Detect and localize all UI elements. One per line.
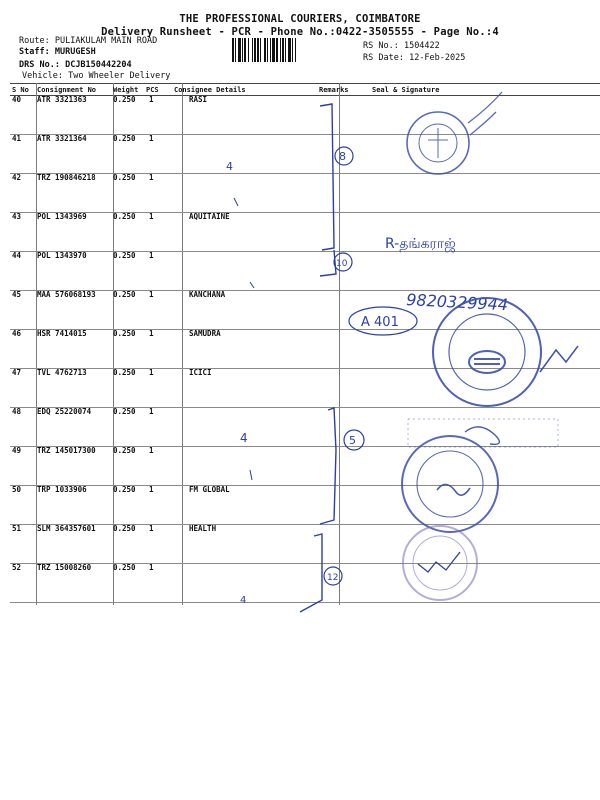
svg-text:8: 8 (339, 150, 346, 163)
row-consignee: RASI (189, 95, 208, 104)
drs-label: DRS No.: (19, 60, 60, 70)
row-consignment-no: MAA 576068193 (37, 290, 96, 299)
row-consignment-no: SLM 364357601 (37, 524, 96, 533)
row-sno: 46 (12, 329, 22, 338)
row-weight: 0.250 (113, 368, 136, 377)
row-weight: 0.250 (113, 563, 136, 572)
col-header-sno: S No (12, 86, 29, 94)
row-consignment-no: POL 1343970 (37, 251, 87, 260)
circled-number (334, 253, 352, 271)
row-pcs: 1 (149, 134, 154, 143)
row-sno: 45 (12, 290, 22, 299)
row-pcs: 1 (149, 95, 154, 104)
col-header-consignment: Consignment No (37, 86, 97, 94)
row-sno: 49 (12, 446, 22, 455)
rasi-seeds-stamp (407, 92, 502, 174)
row-consignee: KANCHANA (189, 290, 226, 299)
row-pcs: 1 (149, 485, 154, 494)
row-weight: 0.250 (113, 329, 136, 338)
row-consignment-no: HSR 7414015 (37, 329, 87, 338)
row-consignment-no: ATR 3321363 (37, 95, 87, 104)
drs-value: DCJB150442204 (65, 60, 132, 70)
row-consignment-no: TVL 4762713 (37, 368, 87, 377)
row-weight: 0.250 (113, 95, 136, 104)
circled-number (324, 567, 342, 585)
staff-label: Staff: (19, 47, 50, 57)
staff-value: MURUGESH (54, 47, 96, 57)
row-pcs: 1 (149, 212, 154, 221)
col-header-consignee: Consignee Details (174, 86, 246, 94)
circled-number (344, 430, 364, 450)
col-header-pcs: PCS (146, 86, 159, 94)
col-header-seal: Seal & Signature (372, 86, 440, 94)
svg-text:A 401: A 401 (361, 315, 399, 330)
svg-text:12: 12 (327, 573, 339, 583)
icici-venture-stamp (408, 419, 558, 447)
row-pcs: 1 (149, 329, 154, 338)
row-sno: 40 (12, 95, 22, 104)
signature-mark (418, 552, 460, 572)
route-label: Route: (19, 36, 50, 46)
digit-mark: 4 (240, 431, 248, 445)
row-weight: 0.250 (113, 212, 136, 221)
row-sno: 44 (12, 251, 22, 260)
row-pcs: 1 (149, 368, 154, 377)
row-sno: 52 (12, 563, 22, 572)
row-consignment-no: TRP 1033906 (37, 485, 87, 494)
row-consignee: FM GLOBAL (189, 485, 230, 494)
row-sno: 50 (12, 485, 22, 494)
row-pcs: 1 (149, 524, 154, 533)
row-consignee: ICICI (189, 368, 212, 377)
row-consignee: SAMUDRA (189, 329, 221, 338)
svg-text:5: 5 (349, 434, 356, 447)
bracket-mark (300, 534, 322, 612)
runsheet-title: Delivery Runsheet - PCR - Phone No.:0422-3505555 - Page No.:4 (101, 26, 499, 38)
health-stamp (403, 526, 477, 600)
door-number-handwriting (349, 307, 417, 335)
col-header-remarks: Remarks (319, 86, 349, 94)
row-sno: 47 (12, 368, 22, 377)
row-consignment-no: TRZ 15008260 (37, 563, 92, 572)
rs-date-label: RS Date: (363, 53, 404, 63)
row-weight: 0.250 (113, 173, 136, 182)
company-name: THE PROFESSIONAL COURIERS, COIMBATORE (179, 13, 421, 25)
row-pcs: 1 (149, 290, 154, 299)
row-pcs: 1 (149, 563, 154, 572)
row-weight: 0.250 (113, 446, 136, 455)
row-weight: 0.250 (113, 524, 136, 533)
row-weight: 0.250 (113, 251, 136, 260)
row-sno: 51 (12, 524, 22, 533)
row-weight: 0.250 (113, 290, 136, 299)
rs-date-value: 12-Feb-2025 (409, 53, 466, 63)
route-value: PULIAKULAM MAIN ROAD (54, 36, 158, 46)
row-consignment-no: ATR 3321364 (37, 134, 87, 143)
rs-no-label: RS No.: (363, 41, 399, 51)
row-weight: 0.250 (113, 407, 136, 416)
receiver-name-handwriting: R-தங்கராஜ் (385, 236, 456, 252)
row-sno: 42 (12, 173, 22, 182)
row-sno: 48 (12, 407, 22, 416)
digit-mark: 4 (226, 160, 233, 173)
row-pcs: 1 (149, 173, 154, 182)
row-sno: 41 (12, 134, 22, 143)
row-weight: 0.250 (113, 134, 136, 143)
row-consignee: AQUITAINE (189, 212, 230, 221)
rs-no-value: 1504422 (403, 41, 440, 51)
svg-text:10: 10 (336, 259, 348, 269)
row-weight: 0.250 (113, 485, 136, 494)
bracket-mark (320, 104, 336, 276)
row-consignment-no: EDQ 25220074 (37, 407, 92, 416)
row-consignee: HEALTH (189, 524, 217, 533)
row-pcs: 1 (149, 251, 154, 260)
digit-mark: 4 (240, 595, 247, 606)
fm-global-stamp (402, 436, 498, 532)
row-consignment-no: TRZ 190846218 (37, 173, 96, 182)
circled-number (335, 147, 353, 165)
row-consignment-no: TRZ 145017300 (37, 446, 96, 455)
row-pcs: 1 (149, 446, 154, 455)
row-consignment-no: POL 1343969 (37, 212, 87, 221)
vehicle-label: Vehicle: (22, 71, 63, 81)
phone-handwriting: 9820329944 (405, 290, 509, 315)
row-sno: 43 (12, 212, 22, 221)
col-header-weight: Weight (113, 86, 139, 94)
bracket-mark (320, 408, 336, 524)
vehicle-value: Two Wheeler Delivery (68, 71, 171, 81)
row-pcs: 1 (149, 407, 154, 416)
